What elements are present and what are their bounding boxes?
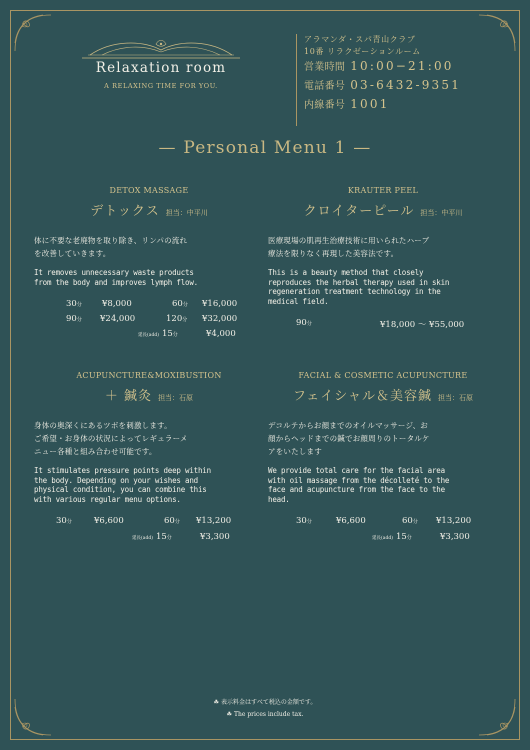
- desc-line: the body. Depending on your wishes and: [34, 475, 198, 485]
- price-list: [268, 516, 498, 566]
- section-en-title: ACUPUNCTURE&MOXIBUSTION: [76, 371, 222, 380]
- corner-ornament-icon: [13, 13, 53, 53]
- price-duration: 90分: [296, 318, 312, 328]
- section-en-description: [34, 466, 264, 504]
- desc-line: face and acupuncture from the face to the: [268, 485, 445, 494]
- desc-line: This is a beauty method that closely: [268, 268, 424, 277]
- menu-section-krauter-peel: [268, 185, 498, 368]
- desc-line: It stimulates pressure points deep within: [34, 466, 211, 475]
- desc-line: regeneration treatment technology in the: [268, 287, 441, 296]
- price-extension: 延長(add) 15分: [138, 329, 178, 339]
- phone-label: 電話番号: [304, 81, 346, 92]
- section-jp-description: [34, 234, 264, 260]
- desc-line: It removes unnecessary waste products: [34, 268, 194, 277]
- section-en-title: FACIAL & COSMETIC ACUPUNCTURE: [298, 371, 468, 380]
- leaf-icon: ☘: [226, 711, 233, 718]
- price-duration: 30分: [66, 299, 82, 309]
- section-jp-title: [268, 200, 498, 220]
- section-name: フェイシャル＆美容鍼: [292, 389, 433, 404]
- desc-line: We provide total care for the facial area: [268, 466, 445, 475]
- desc-line: を改善していきます。: [34, 249, 111, 258]
- section-en-title: DETOX MASSAGE: [109, 186, 189, 195]
- price-duration: 60分: [164, 516, 180, 526]
- contact-info: [296, 34, 496, 126]
- price-value: ¥13,200: [196, 516, 232, 526]
- price-value: ¥4,000: [206, 329, 236, 339]
- extension-value: 1001: [350, 97, 390, 111]
- price-value: ¥8,000: [102, 299, 132, 309]
- price-value: ¥24,000: [100, 314, 136, 324]
- section-name: クロイターピール: [303, 204, 415, 219]
- desc-line: from the body and improves lymph flow.: [34, 277, 198, 287]
- desc-line: デコルテからお顔までのオイルマッサージ、お: [268, 421, 428, 430]
- price-value: ¥3,300: [440, 532, 470, 542]
- phone-value[interactable]: 03-6432-9351: [350, 78, 462, 92]
- brand-tagline: A RELAXING TIME FOR YOU.: [104, 82, 218, 90]
- desc-line: 医療現場の肌再生治療技術に用いられたハーブ: [268, 236, 430, 245]
- price-duration: 30分: [296, 516, 312, 526]
- price-list: [34, 516, 264, 566]
- phone-row: [304, 77, 496, 96]
- hours-row: [304, 58, 496, 77]
- desc-line: 体に不要な老廃物を取り除き、リンパの流れ: [34, 236, 188, 245]
- brand-name: Relaxation room: [95, 60, 227, 76]
- section-jp-description: [268, 419, 498, 458]
- hours-label: 営業時間: [304, 62, 346, 73]
- section-en-description: [268, 466, 498, 504]
- desc-line: 顔からヘッドまでの鍼でお顔周りのトータルケ: [268, 434, 430, 443]
- price-value: ¥6,600: [336, 516, 366, 526]
- section-staff: 担当：石原: [158, 394, 194, 402]
- section-jp-description: [268, 234, 498, 260]
- price-duration: 90分: [66, 314, 82, 324]
- price-duration: 60分: [402, 516, 418, 526]
- tax-note-jp: ☘ 表示料金はすべて税込の金額です。: [213, 699, 317, 706]
- section-name: デトックス: [90, 204, 160, 219]
- section-jp-title: [34, 385, 264, 405]
- menu-title: — Personal Menu 1 —: [158, 138, 372, 158]
- leaf-icon: ☘: [213, 699, 219, 706]
- info-line-2: 10番 リラクゼーションルーム: [304, 47, 421, 56]
- section-staff: 担当：石原: [438, 394, 474, 402]
- menu-section-acupuncture: [34, 370, 264, 566]
- price-value: ¥16,000: [202, 299, 238, 309]
- section-en-description: [268, 268, 498, 306]
- desc-line: medical field.: [268, 296, 329, 306]
- extension-label: 内線番号: [304, 100, 346, 111]
- section-staff: 担当：中平川: [165, 209, 208, 217]
- price-value: ¥6,600: [94, 516, 124, 526]
- desc-line: ニュー各種と組み合わせ可能です。: [34, 447, 157, 456]
- price-value: ¥32,000: [202, 314, 238, 324]
- desc-line: ご希望・お身体の状況によってレギュラーメ: [34, 434, 188, 443]
- price-extension: 延長(add) 15分: [132, 532, 172, 542]
- desc-line: reproduces the herbal therapy used in skin: [268, 277, 450, 287]
- desc-line: head.: [268, 494, 290, 504]
- menu-section-facial: [268, 370, 498, 566]
- desc-line: physical condition, you can combine this: [34, 485, 207, 494]
- section-staff: 担当：中平川: [420, 209, 463, 217]
- desc-line: 療法を限りなく再現した美容法です。: [268, 249, 399, 258]
- price-duration: 120分: [166, 314, 188, 324]
- price-list: [268, 318, 498, 368]
- desc-line: with various regular menu options.: [34, 494, 181, 504]
- desc-line: アをいたします: [268, 447, 322, 456]
- price-value: ¥18,000 〜 ¥55,000: [380, 320, 465, 330]
- section-jp-description: [34, 419, 264, 458]
- section-name: ＋ 鍼灸: [104, 389, 153, 404]
- price-list: [34, 299, 264, 349]
- price-extension: 延長(add) 15分: [372, 532, 412, 542]
- price-duration: 30分: [56, 516, 72, 526]
- logo-ornament-icon: [82, 38, 240, 60]
- section-en-title: KRAUTER PEEL: [347, 186, 419, 195]
- tax-note-en: ☘ The prices include tax.: [226, 711, 304, 718]
- info-line-1: アラマンダ・スパ青山クラブ: [304, 35, 416, 44]
- menu-section-detox: [34, 185, 264, 349]
- section-jp-title: [34, 200, 264, 220]
- extension-row: [304, 96, 496, 115]
- price-value: ¥13,200: [436, 516, 472, 526]
- section-en-description: [34, 268, 264, 287]
- desc-line: with oil massage from the décolleté to the: [268, 475, 450, 485]
- section-jp-title: [268, 385, 498, 405]
- price-duration: 60分: [172, 299, 188, 309]
- hours-value: 10:00−21:00: [350, 59, 454, 73]
- price-value: ¥3,300: [200, 532, 230, 542]
- brand-logo: [82, 38, 240, 102]
- desc-line: 身体の奥深くにあるツボを刺激します。: [34, 421, 172, 430]
